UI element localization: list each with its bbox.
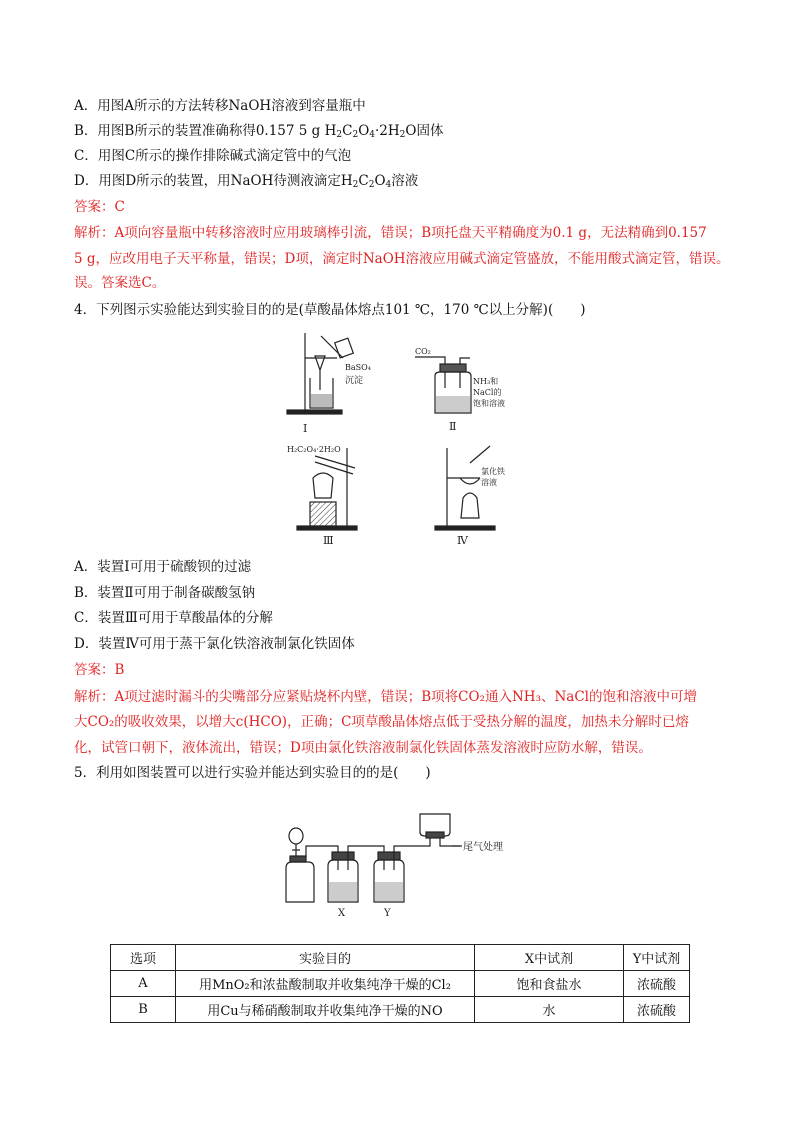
table-row xyxy=(111,997,690,1023)
table-header-row xyxy=(111,945,690,971)
table-header: 实验目的 xyxy=(176,945,475,971)
apparatus-2-gas-bottle xyxy=(415,347,505,433)
q4-analysis-line-2: 大CO₂的吸收效果，以增大c(HCO)，正确；C项草酸晶体熔点低于受热分解的温度，加热未分解时已熔 xyxy=(74,714,689,730)
q3-option-b: B．用图B所示的装置准确称得0.157 5 g $H_2C_2O_4\cdot 2H_2O$固体 xyxy=(74,123,444,140)
table-cell: 用MnO₂和浓盐酸制取并收集纯净干燥的Cl₂ xyxy=(176,971,475,997)
label-nh3: NH₃和 xyxy=(473,377,499,386)
q4-option-a: A．装置Ⅰ可用于硫酸钡的过滤 xyxy=(74,559,252,575)
label-fecl3-1: 氯化铁 xyxy=(481,467,505,476)
table-cell: 水 xyxy=(475,997,624,1023)
table-cell: 用Cu与稀硝酸制取并收集纯净干燥的NO xyxy=(176,997,475,1023)
q4-option-d: D．装置Ⅳ可用于蒸干氯化铁溶液制氯化铁固体 xyxy=(74,636,355,652)
q4-option-c: C．装置Ⅲ可用于草酸晶体的分解 xyxy=(74,610,273,626)
table-header: X中试剂 xyxy=(475,945,624,971)
apparatus-4-evaporating xyxy=(435,446,505,547)
q4-analysis-line-1: 解析：A项过滤时漏斗的尖嘴部分应紧贴烧杯内壁，错误；B项将CO₂通入NH₃、NaCl的饱和溶液中可增 xyxy=(74,689,697,705)
label-baso4: BaSO₄ xyxy=(345,363,371,372)
q4-apparatus-figure xyxy=(285,328,515,548)
label-y: Y xyxy=(384,908,391,919)
q4-answer: 答案：B xyxy=(74,662,125,678)
q3-analysis-line-3: 误。答案选C。 xyxy=(74,275,166,291)
table-cell: A xyxy=(111,971,176,997)
q5-options-table xyxy=(110,944,690,1023)
q3-analysis-line-1: 解析：A项向容量瓶中转移溶液时应用玻璃棒引流，错误；B项托盘天平精确度为0.1 g，无法精确到0.157 xyxy=(74,225,707,241)
label-num-4: Ⅳ xyxy=(457,534,468,547)
label-saturated: 饱和溶液 xyxy=(473,399,505,408)
label-oxalic: H₂C₂O₄·2H₂O xyxy=(287,445,341,454)
apparatus-3-heating xyxy=(287,445,357,547)
table-row xyxy=(111,971,690,997)
label-nacl: NaCl的 xyxy=(473,388,502,397)
label-num-2: Ⅱ xyxy=(449,420,457,433)
q3-option-c: C．用图C所示的操作排除碱式滴定管中的气泡 xyxy=(74,148,352,164)
label-precipitate: 沉淀 xyxy=(345,376,364,386)
table-cell: 浓硫酸 xyxy=(624,971,690,997)
q3-option-d: D．用图D所示的装置，用NaOH待测液滴定$H_2C_2O_4$溶液 xyxy=(74,173,419,190)
label-co2: CO₂ xyxy=(415,347,431,356)
table-cell: 浓硫酸 xyxy=(624,997,690,1023)
q3-analysis-line-2: 5 g，应改用电子天平称量，错误；D项，滴定时NaOH溶液应用碱式滴定管盛放，不能用酸式滴定管，错误。 xyxy=(74,251,730,267)
table-header: Y中试剂 xyxy=(624,945,690,971)
q4-option-b: B．装置Ⅱ可用于制备碳酸氢钠 xyxy=(74,585,256,601)
q3-answer: 答案：C xyxy=(74,199,125,215)
label-num-1: Ⅰ xyxy=(303,422,308,435)
q4-stem: 4．下列图示实验能达到实验目的的是(草酸晶体熔点101 ℃，170 ℃以上分解)( ) xyxy=(74,302,586,318)
q5-apparatus-figure xyxy=(280,810,540,920)
table-cell: 饱和食盐水 xyxy=(475,971,624,997)
table-header: 选项 xyxy=(111,945,176,971)
apparatus-1-filtration xyxy=(287,333,371,435)
q5-stem: 5．利用如图装置可以进行实验并能达到实验目的的是( ) xyxy=(74,765,431,781)
label-fecl3-2: 溶液 xyxy=(481,478,497,487)
table-cell: B xyxy=(111,997,176,1023)
label-tail-gas: 尾气处理 xyxy=(463,842,503,853)
q4-analysis-line-3: 化，试管口朝下，液体流出，错误；D项由氯化铁溶液制氯化铁固体蒸发溶液时应防水解，错误。 xyxy=(74,740,652,756)
label-num-3: Ⅲ xyxy=(323,534,334,547)
q3-option-a: A．用图A所示的方法转移NaOH溶液到容量瓶中 xyxy=(74,98,366,114)
label-x: X xyxy=(338,908,346,919)
